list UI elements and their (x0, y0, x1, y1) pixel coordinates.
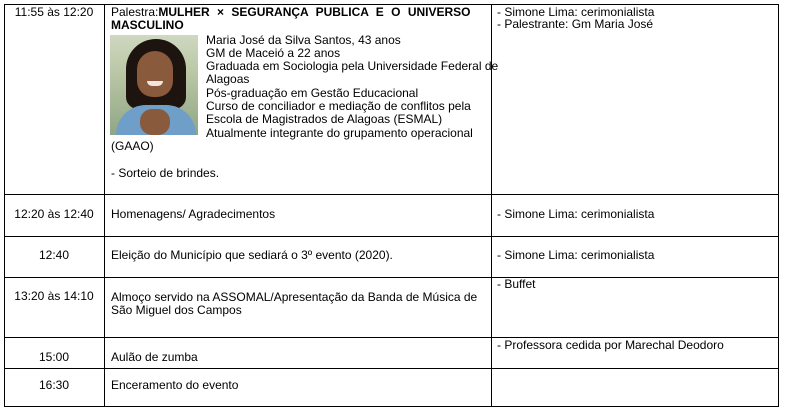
table-border-left (4, 4, 5, 407)
time-cell: 13:20 às 14:10 (14, 289, 94, 303)
activity-cell: Aulão de zumba (111, 350, 198, 364)
speaker-bio-line: GM de Maceió a 22 anos (206, 46, 341, 60)
responsible-cell: - Simone Lima: cerimonialista (497, 5, 655, 19)
activity-cell: Homenagens/ Agradecimentos (111, 207, 276, 221)
responsible-cell: - Simone Lima: cerimonialista (497, 207, 655, 221)
responsible-cell: - Professora cedida por Marechal Deodoro (497, 338, 724, 352)
table-column-divider-time (104, 4, 105, 407)
time-cell: 12:40 (38, 248, 70, 262)
table-border-bottom (4, 406, 778, 407)
time-cell: 12:20 às 12:40 (14, 207, 94, 221)
speaker-bio-line: Atualmente integrante do grupamento operacional (206, 126, 473, 140)
speaker-bio-line: Pós-graduação em Gestão Educacional (206, 86, 419, 100)
table-row-divider (4, 277, 778, 278)
speaker-bio-line: (GAAO) (111, 139, 154, 153)
speaker-bio-line: Curso de conciliador e mediação de conflitos pela (206, 99, 471, 113)
activity-cell: Enceramento do evento (111, 378, 239, 392)
talk-prefix: Palestra: (111, 5, 159, 19)
time-cell: 15:00 (38, 350, 70, 364)
time-cell: 16:30 (38, 378, 70, 392)
speaker-bio-line: Graduada em Sociologia pela Universidade Federal de (206, 59, 499, 73)
activity-cell: São Miguel dos Campos (111, 303, 242, 317)
table-row-divider (4, 194, 778, 195)
activity-cell: Eleição do Município que sediará o 3º evento (2020). (111, 248, 393, 262)
speaker-bio-line: Alagoas (206, 72, 250, 86)
time-cell: 11:55 às 12:20 (14, 5, 94, 19)
responsible-cell: - Buffet (497, 277, 536, 291)
responsible-cell: - Simone Lima: cerimonialista (497, 248, 655, 262)
activity-cell: Almoço servido na ASSOMAL/Apresentação da Banda de Música de (111, 290, 478, 304)
talk-title-line1: MULHER × SEGURANÇA PUBLICA E O UNIVERSO (158, 5, 471, 19)
speaker-bio-line: Escola de Magistrados de Alagoas (ESMAL) (206, 112, 443, 126)
table-border-right (778, 4, 779, 407)
giveaway-note: - Sorteio de brindes. (111, 166, 220, 180)
table-row-divider (4, 368, 778, 369)
talk-title-line2: MASCULINO (111, 18, 184, 32)
table-row-divider (4, 236, 778, 237)
responsible-cell: - Palestrante: Gm Maria José (497, 17, 654, 31)
speaker-photo (110, 35, 198, 135)
speaker-bio-line: Maria José da Silva Santos, 43 anos (206, 33, 401, 47)
